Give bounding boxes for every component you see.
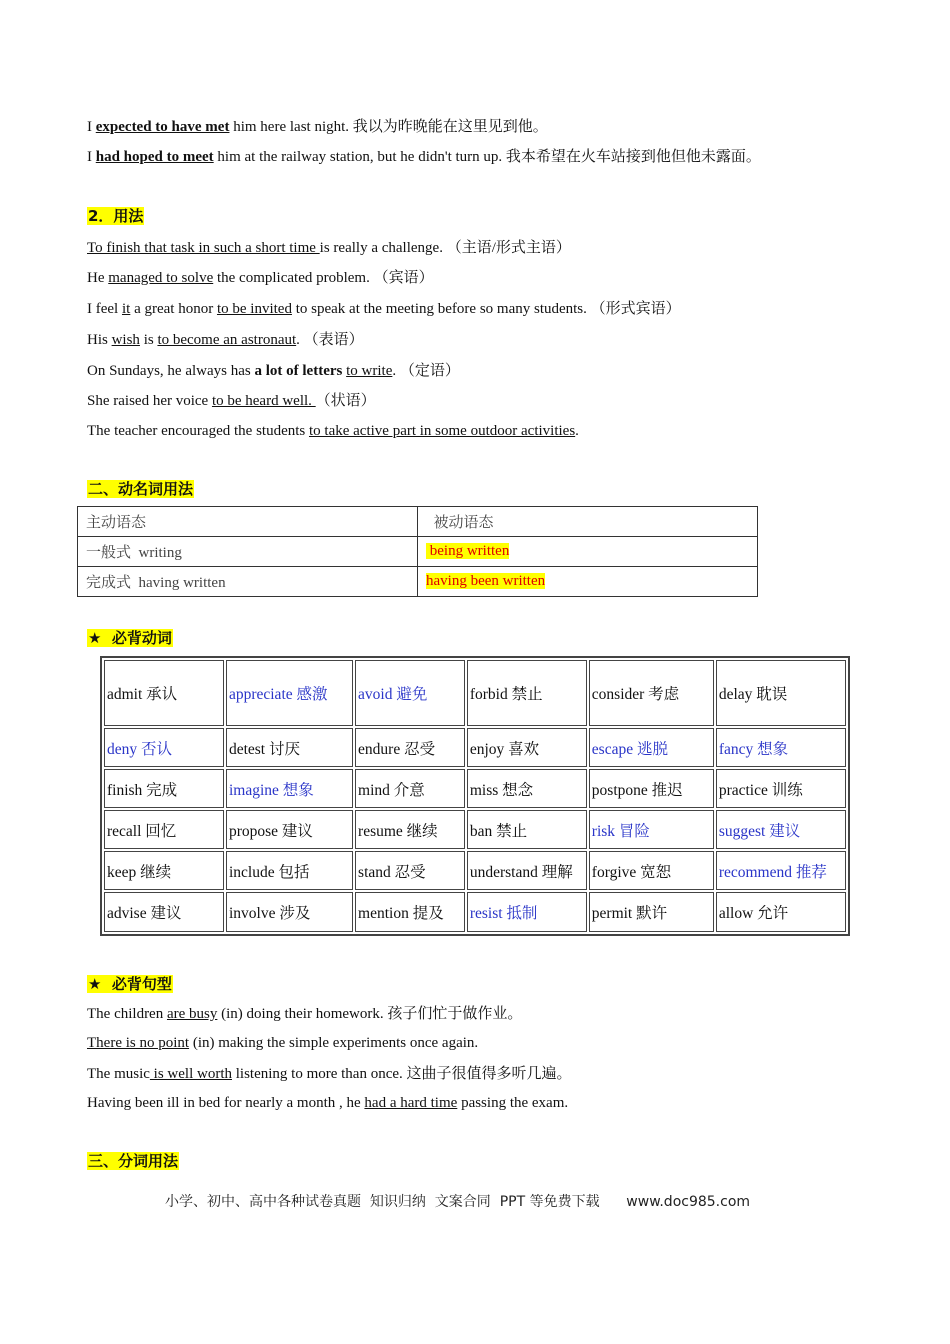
verb-cell: stand 忍受: [355, 851, 465, 890]
example-line-1: [87, 117, 548, 137]
verbs-table: [100, 656, 850, 936]
usage-complement: [87, 421, 579, 441]
usage-object: [87, 268, 434, 288]
usage-predicative: [87, 330, 364, 350]
heading-text: ★ 必背动词: [88, 629, 172, 647]
example-line-2: [87, 147, 761, 167]
table-cell: 完成式 having written: [78, 567, 418, 597]
verb-cell: mind 介意: [355, 769, 465, 808]
verb-cell: consider 考虑: [589, 660, 714, 726]
verb-cell: include 包括: [226, 851, 353, 890]
underlined-phrase: To finish that task in such a short time: [87, 240, 320, 256]
underlined-phrase: to take active part in some outdoor activities: [308, 423, 576, 439]
page-footer: 小学、初中、高中各种试卷真题 知识归纳 文案合同 PPT 等免费下载 www.doc985.com: [165, 1194, 751, 1210]
verb-cell: allow 允许: [716, 892, 846, 932]
table-row: [104, 892, 846, 932]
text: . （表语）: [296, 332, 364, 348]
underlined-phrase: managed to solve: [108, 270, 214, 286]
table-row: [104, 769, 846, 808]
table-cell: [418, 537, 758, 567]
sentence-1: [87, 1004, 522, 1024]
text: I feel: [87, 301, 122, 317]
verb-cell: understand 理解: [467, 851, 587, 890]
text: She raised her voice: [87, 393, 212, 409]
text: On Sundays, he always has: [87, 363, 255, 379]
table-cell: 主动语态: [78, 507, 418, 537]
verb-cell: deny 否认: [104, 728, 224, 767]
heading-text: 三、分词用法: [88, 1152, 179, 1170]
text: I: [87, 119, 96, 135]
table-cell: 被动语态: [418, 507, 758, 537]
heading-text: 2．用法: [88, 207, 144, 225]
text: him here last night. 我以为昨晚能在这里见到他。: [229, 119, 548, 135]
verb-cell: advise 建议: [104, 892, 224, 932]
voice-table: [77, 506, 758, 597]
underlined-phrase: There is no point: [87, 1035, 190, 1051]
usage-formal-object: [87, 299, 681, 319]
verb-cell: resume 继续: [355, 810, 465, 849]
underlined-phrase: is well worth: [149, 1066, 232, 1082]
heading-usage: [87, 206, 144, 227]
text: him at the railway station, but he didn't turn up. 我本希望在火车站接到他但他未露面。: [213, 149, 761, 165]
verb-cell: escape 逃脱: [589, 728, 714, 767]
text: （状语）: [315, 393, 376, 409]
verb-cell: avoid 避免: [355, 660, 465, 726]
verb-cell: mention 提及: [355, 892, 465, 932]
text: (in) doing their homework. 孩子们忙于做作业。: [217, 1006, 523, 1022]
underlined-phrase: to be invited: [216, 301, 292, 317]
verb-cell: forgive 宽恕: [589, 851, 714, 890]
table-cell: 一般式 writing: [78, 537, 418, 567]
verb-cell: suggest 建议: [716, 810, 846, 849]
verb-cell: admit 承认: [104, 660, 224, 726]
text: The teacher encouraged the students: [87, 423, 309, 439]
bold-phrase: expected to have met: [95, 119, 230, 135]
verb-cell: risk 冒险: [589, 810, 714, 849]
heading-text: 二、动名词用法: [88, 480, 194, 498]
table-row: [78, 567, 758, 597]
table-row: [104, 660, 846, 726]
verb-cell: appreciate 感激: [226, 660, 353, 726]
text: is: [139, 332, 158, 348]
verb-cell: involve 涉及: [226, 892, 353, 932]
table-row: [104, 851, 846, 890]
verb-cell: practice 训练: [716, 769, 846, 808]
verb-cell: resist 抵制: [467, 892, 587, 932]
text: a great honor: [130, 301, 217, 317]
text: is really a challenge. （主语/形式主语）: [319, 240, 571, 256]
text: .: [575, 423, 579, 439]
usage-attributive: [87, 361, 460, 381]
verb-cell: finish 完成: [104, 769, 224, 808]
bold-phrase: had hoped to meet: [95, 149, 214, 165]
table-row: [78, 507, 758, 537]
underlined-phrase: are busy: [166, 1006, 218, 1022]
sentence-3: [87, 1064, 572, 1084]
text: I: [87, 149, 96, 165]
verb-cell: postpone 推迟: [589, 769, 714, 808]
underlined-phrase: wish: [111, 332, 140, 348]
verb-cell: imagine 想象: [226, 769, 353, 808]
verb-cell: miss 想念: [467, 769, 587, 808]
verb-cell: ban 禁止: [467, 810, 587, 849]
sentence-4: [87, 1093, 568, 1113]
text: His: [87, 332, 112, 348]
heading-participle: [87, 1151, 179, 1172]
verb-cell: delay 耽误: [716, 660, 846, 726]
underlined-phrase: to be heard well.: [211, 393, 316, 409]
usage-subject: [87, 238, 571, 258]
underlined-phrase: to write: [346, 363, 393, 379]
heading-text: ★ 必背句型: [88, 975, 172, 993]
heading-verbs: [87, 628, 173, 649]
highlighted-text: being written: [426, 543, 510, 559]
text: He: [87, 270, 109, 286]
verb-cell: forbid 禁止: [467, 660, 587, 726]
sentence-2: [87, 1033, 478, 1053]
text: the complicated problem. （宾语）: [213, 270, 434, 286]
verb-cell: fancy 想象: [716, 728, 846, 767]
text: Having been ill in bed for nearly a month , he: [87, 1095, 365, 1111]
heading-gerund: [87, 479, 194, 500]
table-row: [104, 728, 846, 767]
verb-cell: endure 忍受: [355, 728, 465, 767]
text: (in) making the simple experiments once again.: [189, 1035, 479, 1051]
table-row: [104, 810, 846, 849]
verb-cell: recommend 推荐: [716, 851, 846, 890]
verb-cell: permit 默许: [589, 892, 714, 932]
verb-cell: keep 继续: [104, 851, 224, 890]
underlined-phrase: to become an astronaut: [157, 332, 297, 348]
text: . （定语）: [392, 363, 460, 379]
verb-cell: propose 建议: [226, 810, 353, 849]
text: to speak at the meeting before so many students. （形式宾语）: [291, 301, 681, 317]
underlined-phrase: had a hard time: [364, 1095, 458, 1111]
bold-phrase: a lot of letters: [254, 363, 343, 379]
verb-cell: detest 讨厌: [226, 728, 353, 767]
underlined-phrase: it: [121, 301, 131, 317]
text: passing the exam.: [457, 1095, 569, 1111]
table-cell: [418, 567, 758, 597]
text: The music: [87, 1066, 150, 1082]
highlighted-text: having been written: [426, 573, 546, 589]
text: listening to more than once. 这曲子很值得多听几遍。: [231, 1066, 572, 1082]
text: The children: [87, 1006, 167, 1022]
usage-adverbial: [87, 391, 376, 411]
verb-cell: recall 回忆: [104, 810, 224, 849]
table-row: [78, 537, 758, 567]
verb-cell: enjoy 喜欢: [467, 728, 587, 767]
heading-sentences: [87, 974, 173, 995]
